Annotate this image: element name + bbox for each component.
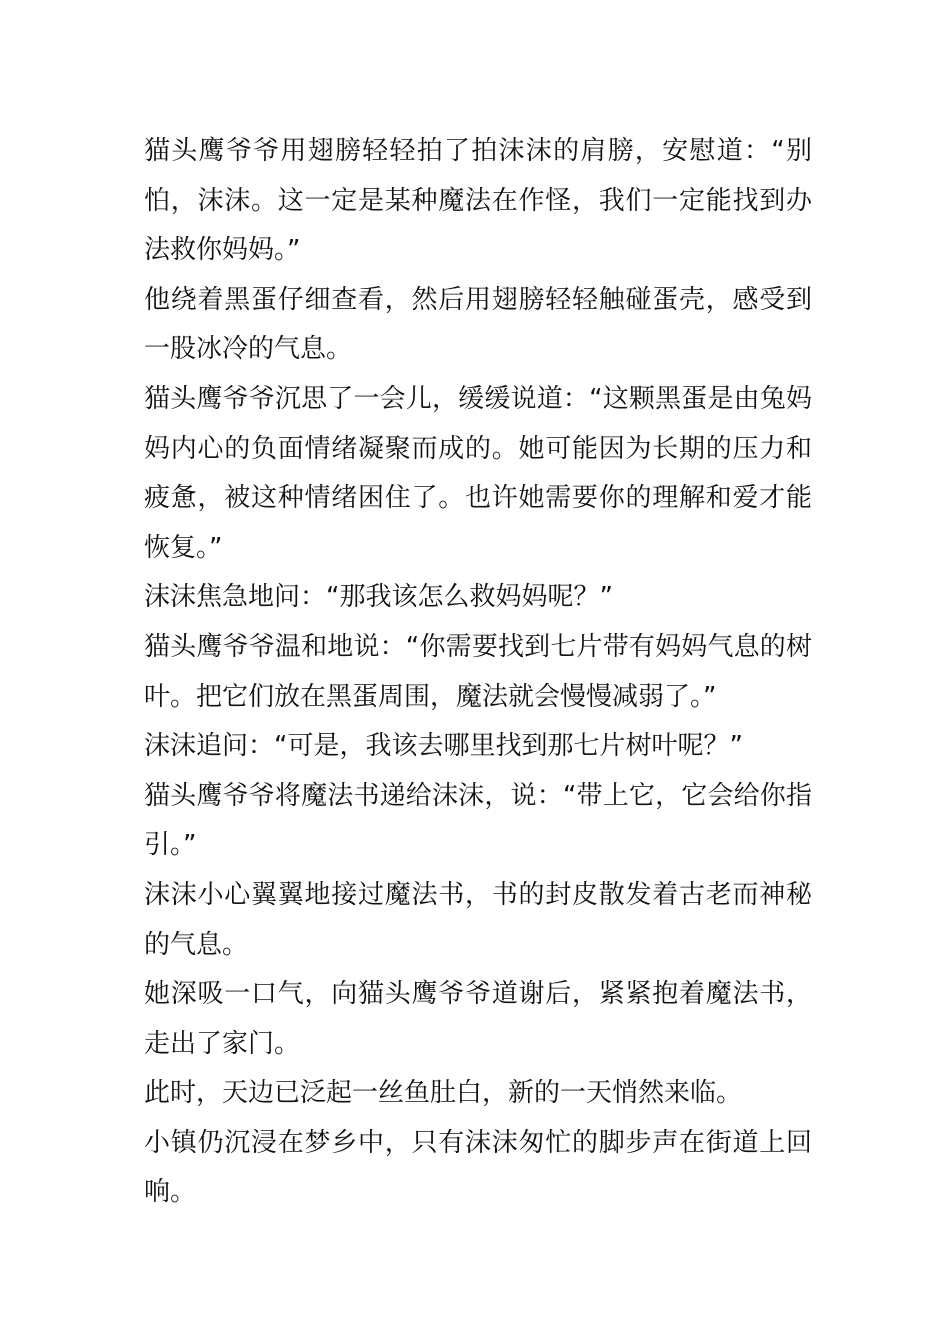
paragraph-1: 猫头鹰爷爷用翅膀轻轻拍了拍沫沫的肩膀，安慰道：“别怕，沫沫。这一定是某种魔法在作怪，我们一定能找到办法救你妈妈。”: [144, 136, 812, 266]
paragraph-10: 此时，天边已泛起一丝鱼肚白，新的一天悄然来临。: [144, 1078, 743, 1109]
story-text: [144, 127, 812, 1218]
paragraph-2: 他绕着黑蛋仔细查看，然后用翅膀轻轻触碰蛋壳，感受到一股冰冷的气息。: [144, 284, 812, 365]
paragraph-4: 沫沫焦急地问：“那我该怎么救妈妈呢？”: [144, 582, 613, 613]
paragraph-5: 猫头鹰爷爷温和地说：“你需要找到七片带有妈妈气息的树叶。把它们放在黑蛋周围，魔法就会慢慢减弱了。”: [144, 631, 812, 712]
paragraph-7: 猫头鹰爷爷将魔法书递给沫沫，说：“带上它，它会给你指引。”: [144, 780, 812, 861]
paragraph-8: 沫沫小心翼翼地接过魔法书，书的封皮散发着古老而神秘的气息。: [144, 879, 812, 960]
paragraph-3: 猫头鹰爷爷沉思了一会儿，缓缓说道：“这颗黑蛋是由兔妈妈内心的负面情绪凝聚而成的。她可能因为长期的压力和疲惫，被这种情绪困住了。也许她需要你的理解和爱才能恢复。”: [144, 383, 812, 563]
paragraph-9: 她深吸一口气，向猫头鹰爷爷道谢后，紧紧抱着魔法书，走出了家门。: [144, 979, 812, 1059]
paragraph-11: 小镇仍沉浸在梦乡中，只有沫沫匆忙的脚步声在街道上回响。: [144, 1127, 812, 1208]
paragraph-6: 沫沫追问：“可是，我该去哪里找到那七片树叶呢？”: [144, 731, 743, 762]
